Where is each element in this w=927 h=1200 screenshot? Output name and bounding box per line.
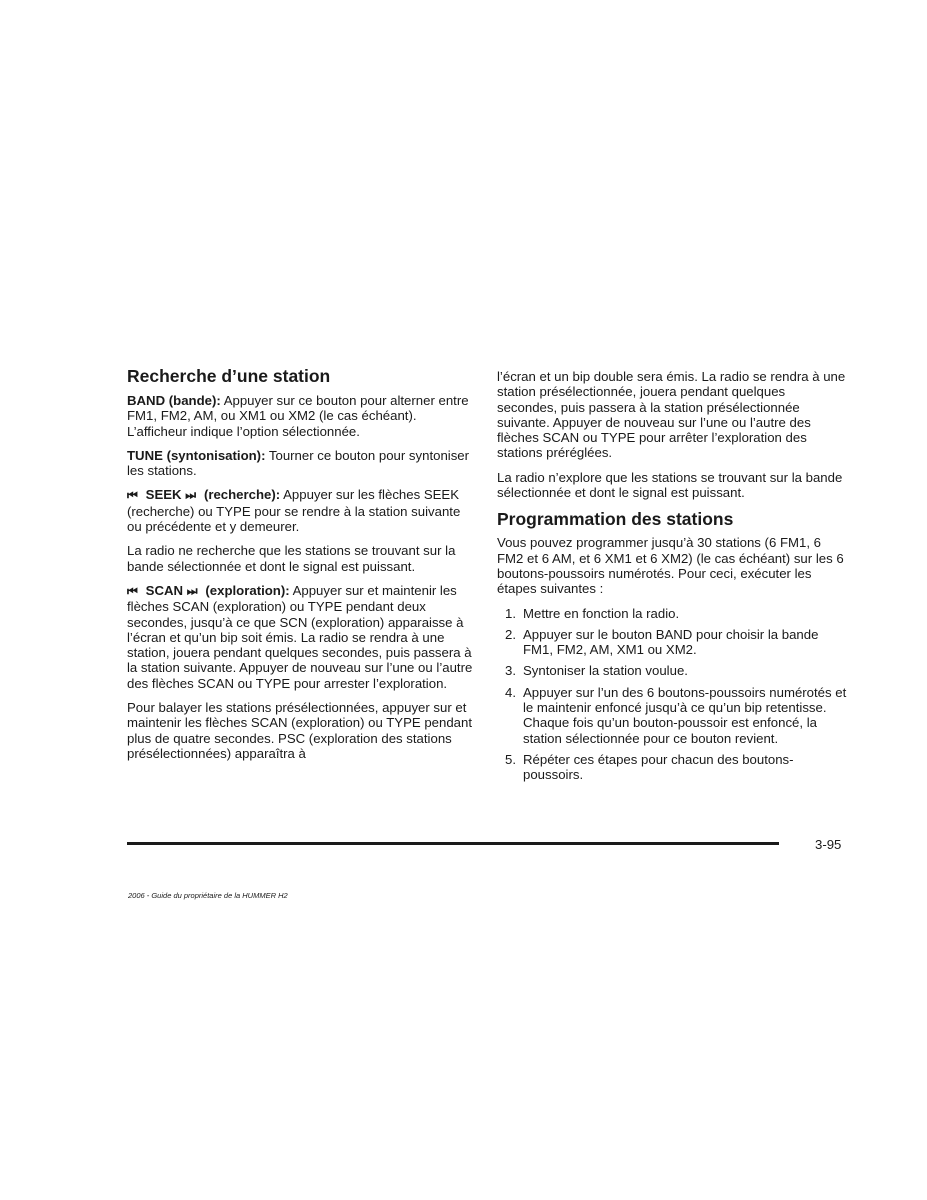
step-text: Appuyer sur l’un des 6 boutons-poussoirs numérotés et le maintenir enfoncé jusqu’à ce qu’un bip retentisse. Chaque fois qu’un bouton-poussoir est enfoncé, la station sélectionnée pour ce bouton revient. (523, 684, 847, 746)
scan-label: SCAN (145, 582, 184, 598)
page-number: 3-95 (815, 837, 842, 852)
seek-label: SEEK (145, 487, 182, 503)
band-label: BAND (bande): (127, 393, 221, 408)
step-number: 1. (505, 605, 516, 621)
scan-back-icon: ⏮ (127, 583, 138, 598)
step-number: 4. (505, 684, 516, 700)
step-text: Répéter ces étapes pour chacun des boutons-poussoirs. (523, 751, 794, 783)
paragraph-seek (127, 487, 477, 534)
list-item (505, 752, 847, 783)
paragraph-strong-signal: La radio n’explore que les stations se trouvant sur la bande sélectionnée et dont le signal est puissant. (497, 469, 843, 501)
paragraph-seek-note: La radio ne recherche que les stations se trouvant sur la bande sélectionnée et dont le signal est puissant. (127, 543, 456, 574)
step-text: Mettre en fonction la radio. (523, 605, 680, 621)
footer-rule (127, 842, 779, 845)
seek-forward-icon: ⏭ (185, 488, 197, 503)
step-number: 2. (505, 626, 516, 642)
paragraph-preset-scan: Pour balayer les stations présélectionnées, appuyer sur et maintenir les flèches SCAN (exploration) ou TYPE pendant plus de quatre secondes. PSC (exploration des stations présélectionnées) apparaîtra à (127, 700, 473, 761)
seek-label-description: (recherche): (203, 487, 281, 503)
list-item (505, 685, 847, 746)
paragraph-continued: l’écran et un bip double sera émis. La radio se rendra à une station présélectionnée, jouera pendant quelques secondes, puis passera à la station présélectionnée suivante. Appuyer de nouveau sur l’une ou l’autre des flèches SCAN ou TYPE pour arrêter l’exploration des stations préréglées. (497, 369, 846, 461)
list-item (505, 606, 847, 621)
tune-text: Tourner ce bouton pour syntoniser les stations. (127, 447, 470, 479)
seek-back-icon: ⏮ (127, 488, 138, 503)
step-text: Appuyer sur le bouton BAND pour choisir la bande FM1, FM2, AM, XM1 ou XM2. (523, 626, 819, 658)
scan-label-description: (exploration): (205, 582, 290, 598)
step-number: 3. (505, 663, 516, 679)
list-item (505, 663, 847, 678)
footer-caption: 2006 - Guide du propriétaire de la HUMMER H2 (128, 891, 288, 900)
paragraph-programming-intro: Vous pouvez programmer jusqu’à 30 stations (6 FM1, 6 FM2 et 6 AM, et 6 XM1 et 6 XM2) (le cas échéant) sur les 6 boutons-poussoirs numérotés. Pour ceci, exécuter les étapes suivantes : (497, 535, 844, 597)
section-heading-programming: Programmation des stations (497, 509, 734, 530)
step-text: Syntoniser la station voulue. (523, 663, 688, 679)
paragraph-tune (127, 448, 477, 479)
band-text: Appuyer sur ce bouton pour alterner entre FM1, FM2, AM, ou XM1 ou XM2 (le cas échéant). L’afficheur indique l’option sélectionnée. (127, 393, 469, 439)
scan-text: Appuyer sur et maintenir les flèches SCAN (exploration) ou TYPE pendant deux secondes, jusqu’à ce que SCN (exploration) apparaisse à l’écran et qu’un bip soit émis. La radio se rendra à une station, jouera pendant quelques secondes, puis passera à la station suivante. Appuyer de nouveau sur l’une ou l’autre des flèches SCAN ou TYPE pour arrester l’exploration. (127, 582, 473, 691)
seek-text: Appuyer sur les flèches SEEK (recherche) ou TYPE pour se rendre à la station suivante ou précédente et y demeurer. (127, 487, 461, 535)
tune-label: TUNE (syntonisation): (127, 447, 266, 463)
list-item (505, 627, 847, 658)
step-number: 5. (505, 751, 516, 767)
paragraph-scan (127, 583, 477, 691)
left-column (127, 366, 477, 770)
scan-forward-icon: ⏭ (186, 583, 198, 598)
right-column (497, 369, 847, 789)
paragraph-band (127, 393, 477, 439)
steps-list (497, 606, 847, 783)
section-heading-station-search: Recherche d’une station (127, 366, 331, 386)
